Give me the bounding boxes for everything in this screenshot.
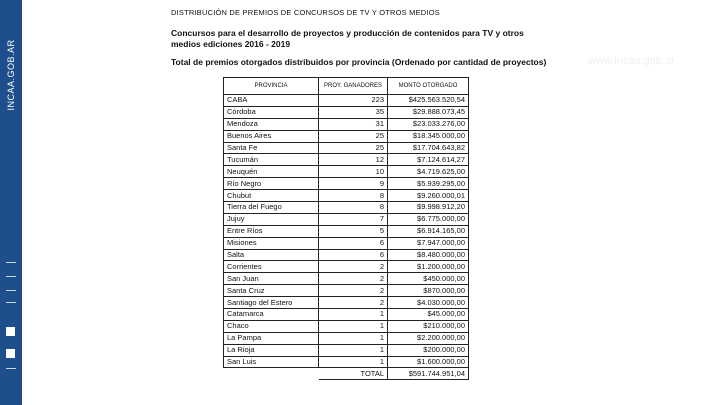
province-cell: CABA xyxy=(224,95,319,107)
province-cell: Buenos Aires xyxy=(224,130,319,142)
amount-cell: $2.200.000,00 xyxy=(388,332,469,344)
amount-cell: $6.775.000,00 xyxy=(388,213,469,225)
winners-cell: 1 xyxy=(319,332,388,344)
table-row xyxy=(224,285,469,297)
amount-cell: $200.000,00 xyxy=(388,344,469,356)
table-row xyxy=(224,190,469,202)
amount-cell: $870.000,00 xyxy=(388,285,469,297)
subtitle-line-1: Concursos para el desarrollo de proyectos y producción de contenidos para TV y otros xyxy=(171,28,524,38)
total-amount: $591.744.951,04 xyxy=(388,368,469,380)
winners-cell: 25 xyxy=(319,130,388,142)
winners-cell: 8 xyxy=(319,190,388,202)
amount-cell: $5.939.295,00 xyxy=(388,178,469,190)
table-row xyxy=(224,225,469,237)
winners-cell: 10 xyxy=(319,166,388,178)
total-label: TOTAL xyxy=(319,368,388,380)
table-row xyxy=(224,297,469,309)
amount-cell: $17.704.643,82 xyxy=(388,142,469,154)
province-cell: Córdoba xyxy=(224,106,319,118)
table-row xyxy=(224,142,469,154)
province-cell: San Juan xyxy=(224,273,319,285)
sidebar-divider xyxy=(6,262,16,263)
table-row xyxy=(224,166,469,178)
column-header-winners: PROY. GANADORES xyxy=(319,78,388,95)
subtitle-line-2: medios ediciones 2016 - 2019 xyxy=(171,39,291,49)
winners-cell: 1 xyxy=(319,344,388,356)
province-cell: Chubut xyxy=(224,190,319,202)
winners-cell: 2 xyxy=(319,261,388,273)
winners-cell: 5 xyxy=(319,225,388,237)
table-row xyxy=(224,95,469,107)
winners-cell: 1 xyxy=(319,309,388,321)
table-row xyxy=(224,332,469,344)
table-row xyxy=(224,106,469,118)
amount-cell: $425.563.520,54 xyxy=(388,95,469,107)
winners-cell: 2 xyxy=(319,297,388,309)
amount-cell: $1.200.000,00 xyxy=(388,261,469,273)
province-cell: Tucumán xyxy=(224,154,319,166)
sidebar-divider xyxy=(6,368,16,369)
nav-square-icon[interactable] xyxy=(6,327,15,336)
amount-cell: $7.947.000,00 xyxy=(388,237,469,249)
winners-cell: 223 xyxy=(319,95,388,107)
province-cell: Río Negro xyxy=(224,178,319,190)
winners-cell: 31 xyxy=(319,118,388,130)
province-cell: Santa Cruz xyxy=(224,285,319,297)
sidebar-divider xyxy=(6,302,16,303)
winners-cell: 25 xyxy=(319,142,388,154)
winners-cell: 8 xyxy=(319,202,388,214)
winners-cell: 9 xyxy=(319,178,388,190)
amount-cell: $9.998.912,20 xyxy=(388,202,469,214)
amount-cell: $4.030.000,00 xyxy=(388,297,469,309)
province-cell: Chaco xyxy=(224,320,319,332)
table-row xyxy=(224,309,469,321)
winners-cell: 7 xyxy=(319,213,388,225)
winners-cell: 1 xyxy=(319,320,388,332)
province-cell: San Luis xyxy=(224,356,319,368)
table-row xyxy=(224,320,469,332)
table-row xyxy=(224,178,469,190)
table-row xyxy=(224,273,469,285)
amount-cell: $9.260.000,01 xyxy=(388,190,469,202)
total-row xyxy=(224,368,469,380)
amount-cell: $450.000,00 xyxy=(388,273,469,285)
sidebar xyxy=(0,0,22,405)
table-row xyxy=(224,202,469,214)
province-cell: Mendoza xyxy=(224,118,319,130)
document-title: DISTRIBUCIÓN DE PREMIOS DE CONCURSOS DE TV Y OTROS MEDIOS xyxy=(171,8,440,17)
province-cell: Santiago del Estero xyxy=(224,297,319,309)
winners-cell: 6 xyxy=(319,237,388,249)
column-header-amount: MONTO OTORGADO xyxy=(388,78,469,95)
province-cell: La Rioja xyxy=(224,344,319,356)
province-cell: Misiones xyxy=(224,237,319,249)
amount-cell: $29.888.073,45 xyxy=(388,106,469,118)
amount-cell: $8.480.000,00 xyxy=(388,249,469,261)
brand-text: INCAA.GOB.AR xyxy=(6,39,16,111)
table-header-row xyxy=(224,78,469,95)
province-cell: Catamarca xyxy=(224,309,319,321)
table-row xyxy=(224,237,469,249)
amount-cell: $18.345.000,00 xyxy=(388,130,469,142)
column-header-province: PROVINCIA xyxy=(224,78,319,95)
winners-cell: 35 xyxy=(319,106,388,118)
province-cell: La Pampa xyxy=(224,332,319,344)
amount-cell: $23.033.276,00 xyxy=(388,118,469,130)
amount-cell: $7.124.614,27 xyxy=(388,154,469,166)
winners-cell: 6 xyxy=(319,249,388,261)
table-row xyxy=(224,213,469,225)
table-row xyxy=(224,130,469,142)
province-cell: Tierra del Fuego xyxy=(224,202,319,214)
watermark: www.incaa.gob.ar xyxy=(588,55,675,67)
winners-cell: 12 xyxy=(319,154,388,166)
total-spacer xyxy=(224,368,319,380)
table-row xyxy=(224,261,469,273)
awards-table xyxy=(223,77,469,380)
amount-cell: $6.914.165,00 xyxy=(388,225,469,237)
table-row xyxy=(224,249,469,261)
province-cell: Entre Ríos xyxy=(224,225,319,237)
brand-logo[interactable] xyxy=(0,30,22,120)
table-row xyxy=(224,344,469,356)
winners-cell: 1 xyxy=(319,356,388,368)
amount-cell: $4.719.625,00 xyxy=(388,166,469,178)
province-cell: Neuquén xyxy=(224,166,319,178)
province-cell: Jujuy xyxy=(224,213,319,225)
amount-cell: $1.600.000,00 xyxy=(388,356,469,368)
province-cell: Salta xyxy=(224,249,319,261)
sidebar-divider xyxy=(6,276,16,277)
amount-cell: $210.000,00 xyxy=(388,320,469,332)
table-row xyxy=(224,356,469,368)
province-cell: Corrientes xyxy=(224,261,319,273)
amount-cell: $45.000,00 xyxy=(388,309,469,321)
sidebar-divider xyxy=(6,290,16,291)
province-cell: Santa Fe xyxy=(224,142,319,154)
winners-cell: 2 xyxy=(319,273,388,285)
nav-square-icon[interactable] xyxy=(6,349,15,358)
table-row xyxy=(224,118,469,130)
table-caption: Total de premios otorgados distribuidos por provincia (Ordenado por cantidad de proyectos) xyxy=(171,57,547,67)
winners-cell: 2 xyxy=(319,285,388,297)
table-row xyxy=(224,154,469,166)
